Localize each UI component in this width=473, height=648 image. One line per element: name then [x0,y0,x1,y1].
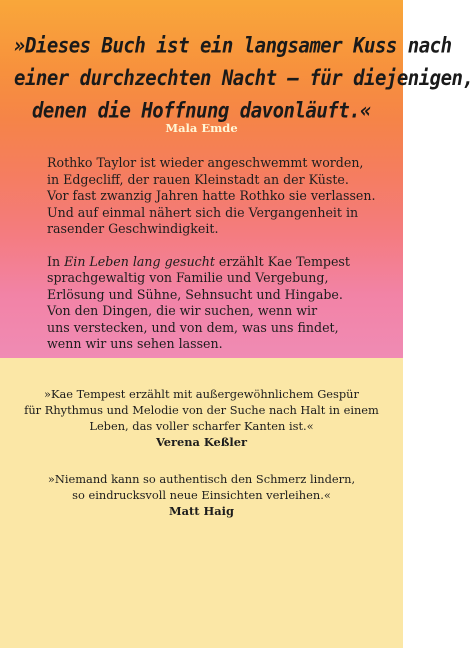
blurb-text [47,155,387,353]
review-quote-2 [0,471,403,519]
blurb-line: uns verstecken, und von dem, was uns findet, [47,319,339,335]
quote-author: Matt Haig [169,504,234,518]
blurb-line: Vor fast zwanzig Jahren hatte Rothko sie verlassen. [47,188,376,203]
blurb-line: in Edgecliff, der rauen Kleinstadt an der Küste. [47,171,349,187]
blurb-line: Erlösung und Sühne, Sehnsucht und Hingabe. [47,286,343,302]
quote-line: Leben, das voller scharfer Kanten ist.« [89,419,314,433]
blurb-prefix: In [47,253,65,269]
blurb-line: wenn wir uns sehen lassen. [47,336,223,351]
headline-author: Mala Emde [165,121,238,135]
quote-line: so eindrucksvoll neue Einsichten verleihen.« [72,488,331,502]
blurb-paragraph-2 [47,254,387,353]
blurb-line: Von den Dingen, die wir suchen, wenn wir [47,303,318,318]
quote-line: für Rhythmus und Melodie von der Suche nach Halt in einem [24,403,379,417]
blurb-line: Und auf einmal nähert sich die Vergangenheit in [47,204,359,220]
headline-line: einer durchzechten Nacht – für diejenigen, [14,65,473,91]
headline-line: denen die Hoffnung davonläuft.« [31,98,372,123]
quote-line: »Niemand kann so authentisch den Schmerz lindern, [47,472,356,486]
headline-line: »Dieses Buch ist ein langsamer Kuss nach [14,33,452,58]
blurb-line: Rothko Taylor ist wieder angeschwemmt worden, [47,155,364,170]
blurb-paragraph-1 [47,155,387,238]
blurb-suffix: erzählt Kae Tempest [214,253,350,269]
blurb-line: rasender Geschwindigkeit. [47,221,219,236]
headline-quote [14,30,473,127]
quote-line: »Kae Tempest erzählt mit außergewöhnlichem Gespür [44,387,359,401]
book-title: Ein Leben lang gesucht [64,253,215,269]
blurb-line: sprachgewaltig von Familie und Vergebung, [47,270,329,285]
review-quote-1 [0,386,403,450]
blurb-line [47,254,387,271]
quote-author: Verena Keßler [155,435,248,449]
